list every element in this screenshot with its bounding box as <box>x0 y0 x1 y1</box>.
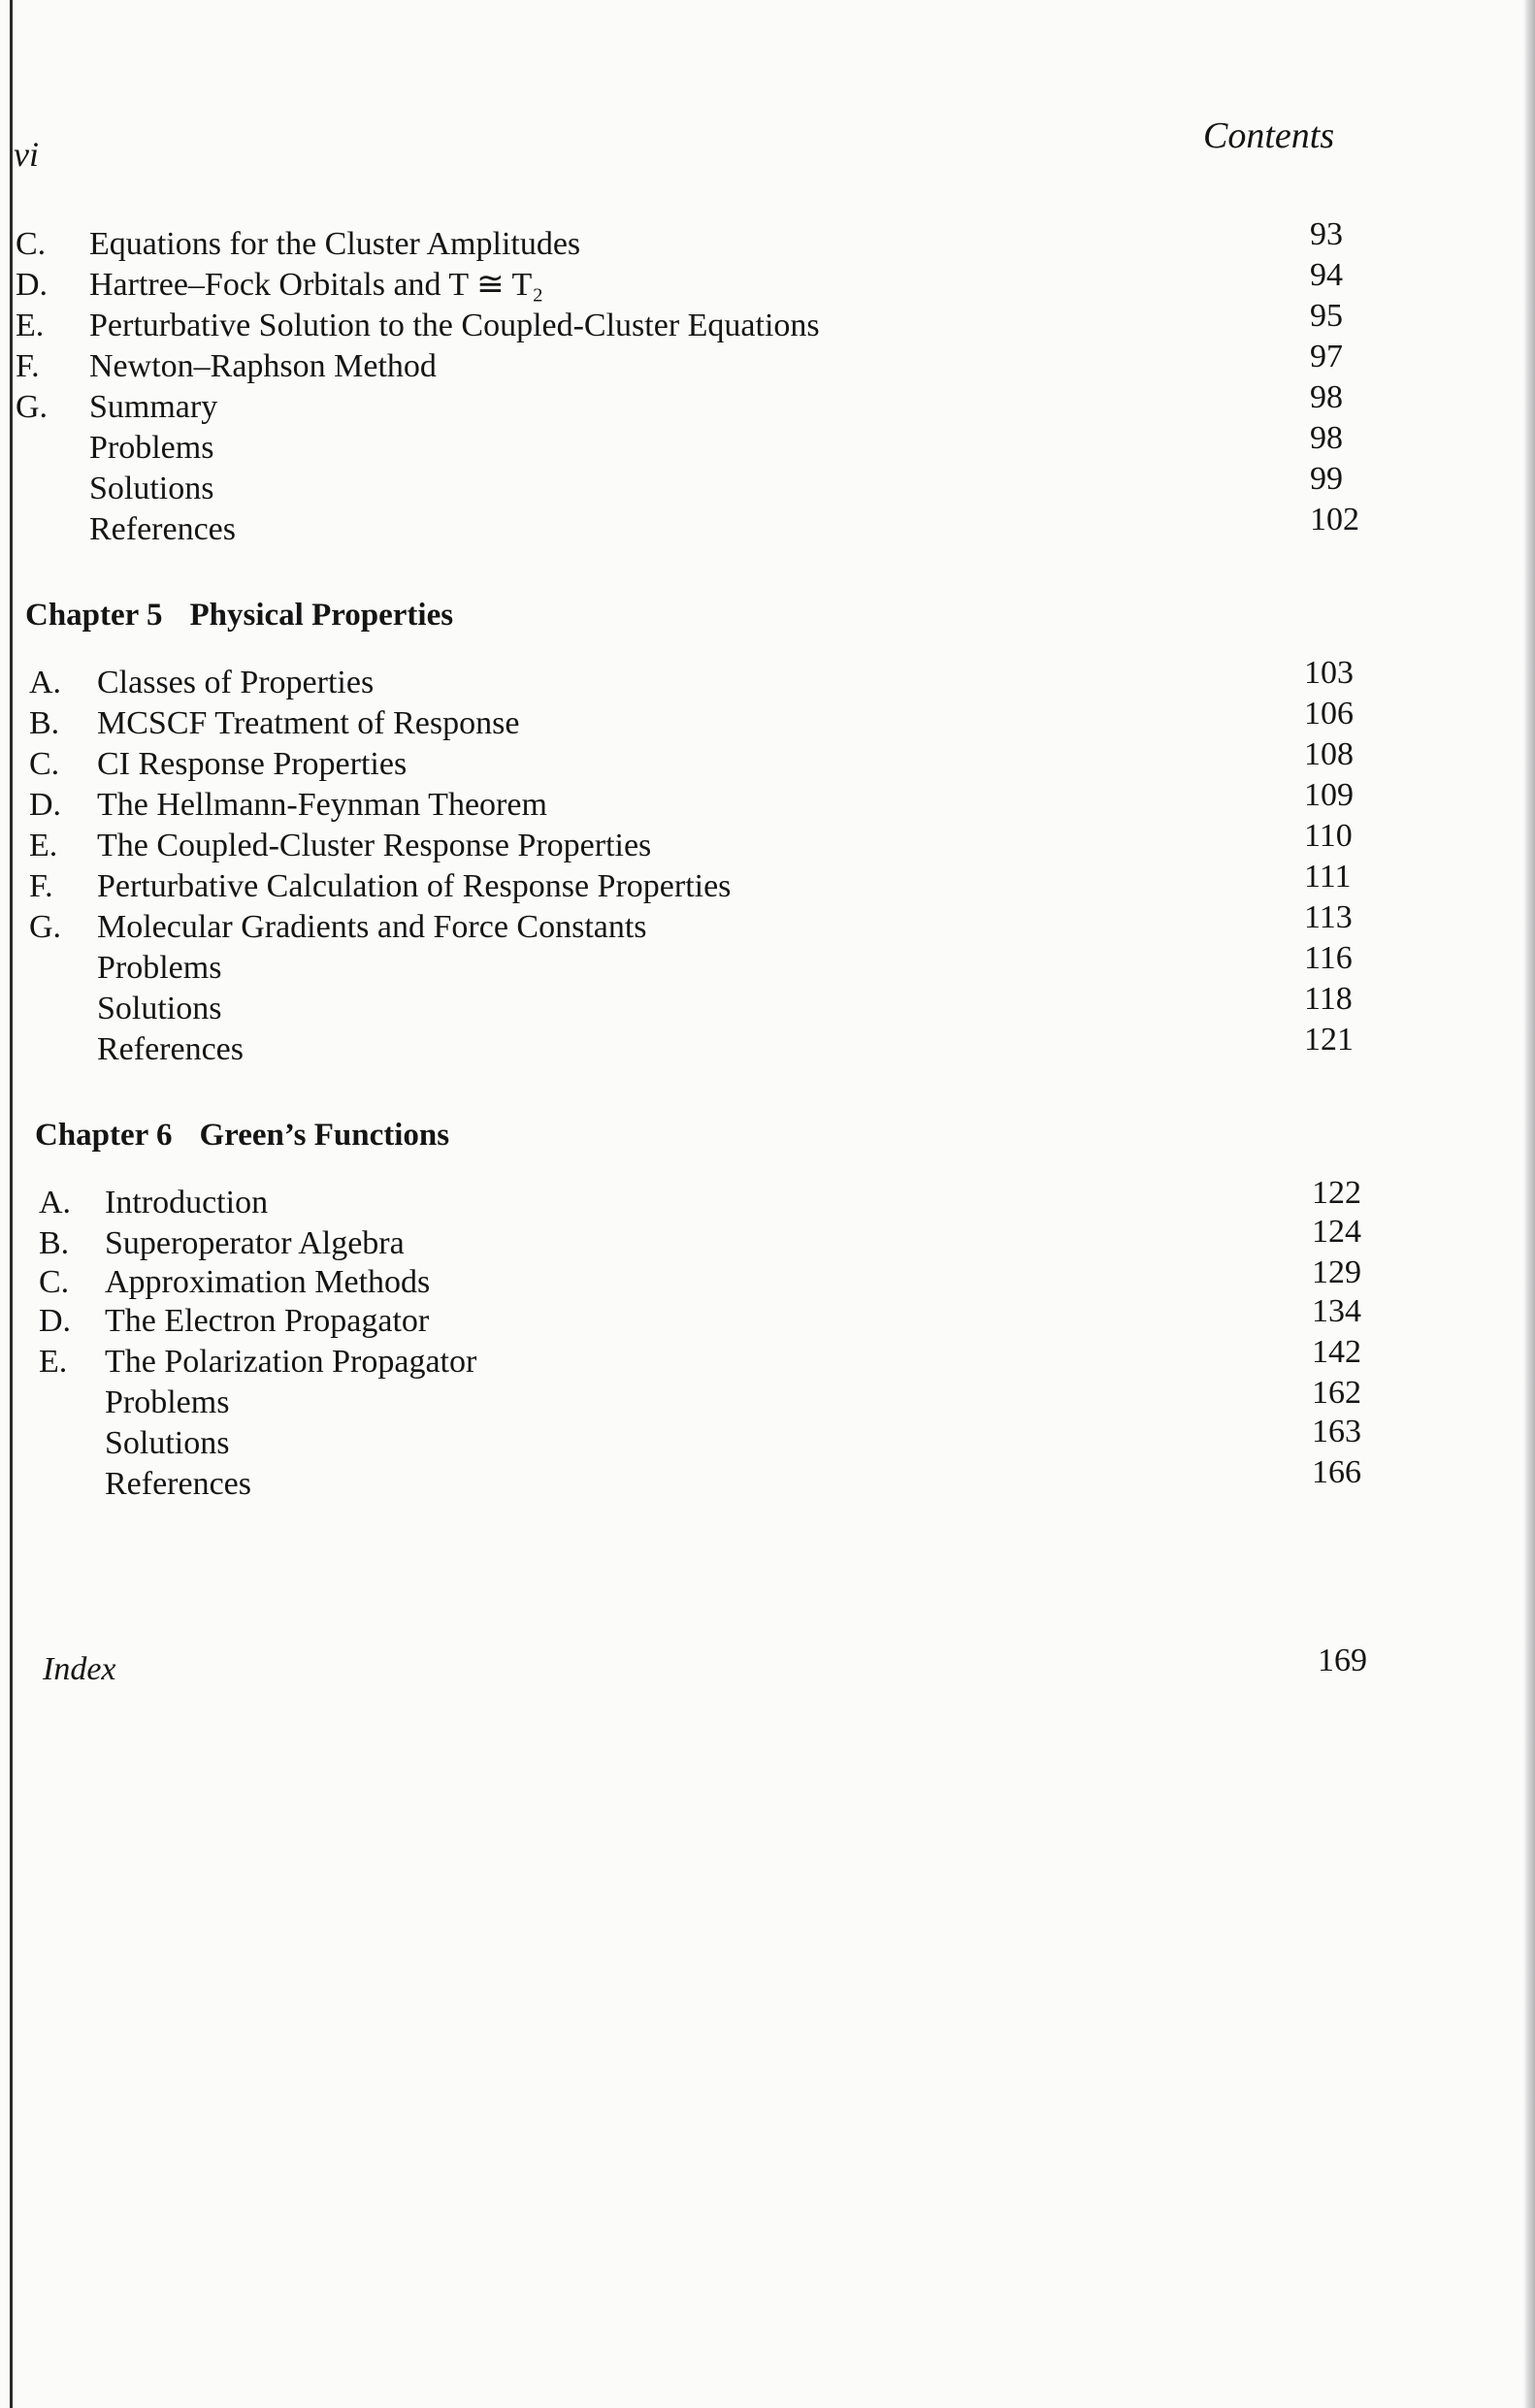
toc-entry-title: Equations for the Cluster Amplitudes <box>89 226 581 262</box>
toc-entry-page-number: 166 <box>1312 1454 1361 1490</box>
toc-entry-letter: D. <box>16 267 49 303</box>
page-folio: vi <box>14 135 39 174</box>
toc-entry-page-number: 109 <box>1304 777 1354 813</box>
toc-entry-letter: F. <box>16 348 40 384</box>
toc-entry-title: Perturbative Calculation of Response Properties <box>97 868 732 904</box>
toc-entry-letter: D. <box>39 1303 72 1339</box>
toc-entry-page-number: 94 <box>1310 257 1343 293</box>
toc-entry-page-number: 129 <box>1312 1254 1361 1290</box>
toc-entry-letter: A. <box>29 665 62 700</box>
page-right-edge <box>1523 0 1535 2408</box>
toc-entry-letter: E. <box>39 1344 68 1380</box>
chapter-6-heading <box>35 1118 449 1154</box>
toc-entry-title: Solutions <box>105 1425 230 1461</box>
toc-entry-page-number: 106 <box>1304 696 1354 732</box>
toc-entry-title: Problems <box>105 1384 230 1420</box>
toc-entry-letter: E. <box>29 828 58 863</box>
toc-entry-page-number: 113 <box>1304 899 1353 935</box>
toc-entry-page-number: 99 <box>1310 461 1343 497</box>
toc-entry-title: References <box>97 1031 245 1067</box>
toc-entry-title: Solutions <box>89 471 214 506</box>
toc-entry-page-number: 95 <box>1310 298 1343 334</box>
toc-entry-letter: C. <box>29 746 60 782</box>
page-left-edge <box>10 0 13 2408</box>
toc-entry-title: The Coupled-Cluster Response Properties <box>97 828 652 863</box>
toc-entry-title: Superoperator Algebra <box>105 1225 405 1261</box>
toc-entry-title: Solutions <box>97 991 222 1026</box>
running-head: Contents <box>1203 115 1335 156</box>
toc-entry-letter: B. <box>29 705 60 741</box>
toc-entry-letter: D. <box>29 787 62 823</box>
toc-entry-title: The Hellmann-Feynman Theorem <box>97 787 547 823</box>
toc-entry-title: Hartree–Fock Orbitals and T ≅ T₂ <box>89 267 544 303</box>
toc-entry-page-number: 98 <box>1310 420 1343 456</box>
chapter-6-title: Green’s Functions <box>199 1118 450 1153</box>
toc-entry-letter: F. <box>29 868 53 904</box>
chapter-6-label: Chapter 6 <box>35 1118 173 1153</box>
toc-entry-title: CI Response Properties <box>97 746 408 782</box>
toc-entry-page-number: 118 <box>1304 981 1353 1017</box>
toc-entry-page-number: 162 <box>1312 1375 1361 1411</box>
toc-entry-page-number: 121 <box>1304 1022 1354 1058</box>
toc-entry-page-number: 111 <box>1304 859 1352 895</box>
toc-entry-page-number: 97 <box>1310 339 1343 374</box>
toc-entry-page-number: 93 <box>1310 216 1343 252</box>
index-label: Index <box>43 1651 116 1687</box>
toc-entry-letter: G. <box>29 909 62 945</box>
toc-entry-letter: G. <box>16 389 49 425</box>
toc-entry-title: References <box>89 511 237 547</box>
toc-entry-letter: C. <box>39 1264 70 1300</box>
chapter-5-label: Chapter 5 <box>25 598 163 633</box>
toc-entry-title: Molecular Gradients and Force Constants <box>97 909 647 945</box>
chapter-5-heading <box>25 598 453 634</box>
toc-entry-page-number: 103 <box>1304 655 1354 691</box>
toc-entry-title: Approximation Methods <box>105 1264 431 1300</box>
chapter-5-title: Physical Properties <box>189 598 454 633</box>
toc-entry-letter: E. <box>16 308 45 343</box>
toc-entry-page-number: 142 <box>1312 1334 1361 1370</box>
toc-entry-page-number: 124 <box>1312 1214 1361 1250</box>
toc-entry-title: References <box>105 1466 252 1502</box>
toc-entry-title: MCSCF Treatment of Response <box>97 705 520 741</box>
toc-entry-page-number: 163 <box>1312 1414 1361 1449</box>
toc-entry-page-number: 116 <box>1304 940 1353 976</box>
toc-entry-letter: C. <box>16 226 47 262</box>
toc-entry-title: The Polarization Propagator <box>105 1344 477 1380</box>
toc-entry-page-number: 110 <box>1304 818 1353 854</box>
toc-entry-title: Classes of Properties <box>97 665 375 700</box>
toc-entry-title: The Electron Propagator <box>105 1303 430 1339</box>
toc-entry-page-number: 134 <box>1312 1293 1361 1329</box>
toc-entry-title: Perturbative Solution to the Coupled-Cluster Equations <box>89 308 820 343</box>
toc-entry-title: Summary <box>89 389 218 425</box>
toc-entry-letter: B. <box>39 1225 70 1261</box>
toc-entry-page-number: 102 <box>1310 502 1359 537</box>
toc-entry-letter: A. <box>39 1185 72 1220</box>
index-page-number: 169 <box>1318 1643 1367 1678</box>
toc-entry-title: Introduction <box>105 1185 269 1220</box>
toc-entry-page-number: 98 <box>1310 379 1343 415</box>
toc-entry-title: Newton–Raphson Method <box>89 348 437 384</box>
toc-entry-title: Problems <box>97 950 222 986</box>
toc-entry-page-number: 122 <box>1312 1175 1361 1211</box>
toc-entry-page-number: 108 <box>1304 736 1354 772</box>
toc-entry-title: Problems <box>89 430 214 466</box>
